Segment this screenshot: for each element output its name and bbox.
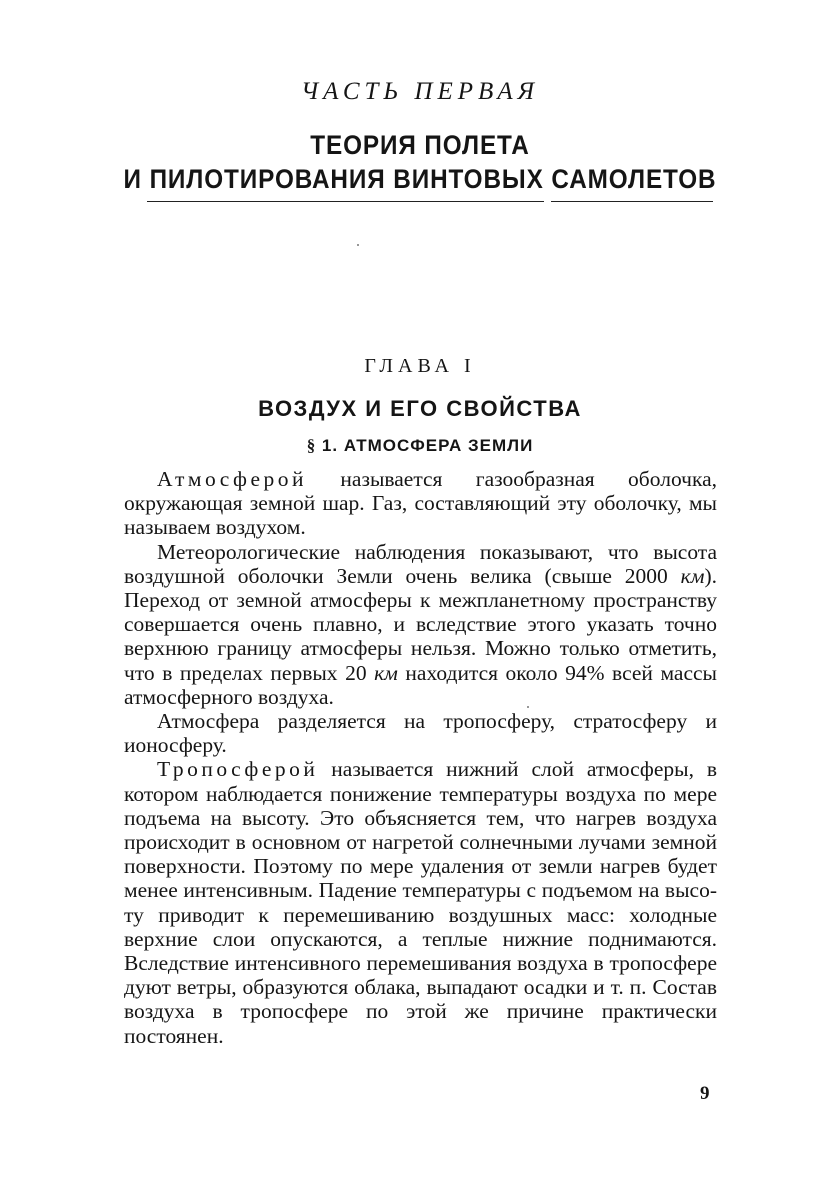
print-speck bbox=[357, 244, 359, 246]
paragraph-text: ). Переход от земной атмосферы к межпланетному пространству совершается очень плавно, и вследствие этого указать точно верхнюю границу атмосферы нельзя. Можно только отметить, что в пределах первых 20 bbox=[124, 563, 717, 685]
paragraph bbox=[124, 709, 717, 757]
title-rule-right bbox=[551, 201, 713, 202]
unit-km: км bbox=[374, 660, 398, 685]
body-text bbox=[124, 467, 717, 1048]
paragraph bbox=[124, 757, 717, 1047]
section-title bbox=[0, 436, 840, 456]
paragraph-text: Атмосфера разделяется на тропосферу, стратосферу и ионосферу. bbox=[124, 709, 717, 758]
book-title-line-1: ТЕОРИЯ ПОЛЕТА bbox=[310, 130, 530, 160]
page-number: 9 bbox=[700, 1083, 710, 1104]
paragraph-text: находится около 94% всей массы атмосферного воздуха. bbox=[124, 660, 717, 709]
section-sign: § bbox=[306, 436, 317, 455]
paragraph-text: Метеорологические наблюдения показывают, что высота воздушной оболочки Земли очень велика (свыше 2000 bbox=[124, 539, 717, 588]
paragraph bbox=[124, 540, 717, 709]
unit-km: км bbox=[680, 563, 705, 588]
term-atmosphere: Атмосферой bbox=[157, 467, 308, 491]
chapter-label: ГЛАВА I bbox=[364, 355, 476, 377]
paragraph-text: называется нижний слой атмосферы, в котором наблюдается понижение температуры воздуха по мере подъема на высоту. Это объясняется тем, что нагрев воздуха происходит в основном от нагретой солнечными лучами земной поверхности. Поэтому по мере удаления от земли нагрев будет менее интенсивным. Падение температуры с подъемом на высоту приводит к перемешиванию воздушных масс: холодные верхние слои опускаются, а теплые нижние поднимаются. Вследствие интенсивного перемешивания воздуха в тропосфере дуют ветры, образуются облака, выпадают осадки и т. п. Состав воздуха в тропосфере по этой же причине практически постоянен. bbox=[124, 757, 717, 1048]
part-title: ЧАСТЬ ПЕРВАЯ bbox=[300, 78, 540, 105]
paragraph-text: называется газообразная оболочка, окружающая земной шар. Газ, составляющий эту оболочку, мы называем воздухом. bbox=[124, 467, 717, 540]
term-troposphere: Тропосферой bbox=[157, 757, 319, 782]
book-title-line-2: И ПИЛОТИРОВАНИЯ ВИНТОВЫХ САМОЛЕТОВ bbox=[123, 164, 717, 194]
paragraph bbox=[124, 467, 717, 540]
title-rule-left bbox=[147, 201, 544, 202]
section-title-text: 1. АТМОСФЕРА ЗЕМЛИ bbox=[321, 436, 534, 455]
book-title bbox=[42, 128, 798, 196]
chapter-title: ВОЗДУХ И ЕГО СВОЙСТВА bbox=[258, 396, 582, 421]
